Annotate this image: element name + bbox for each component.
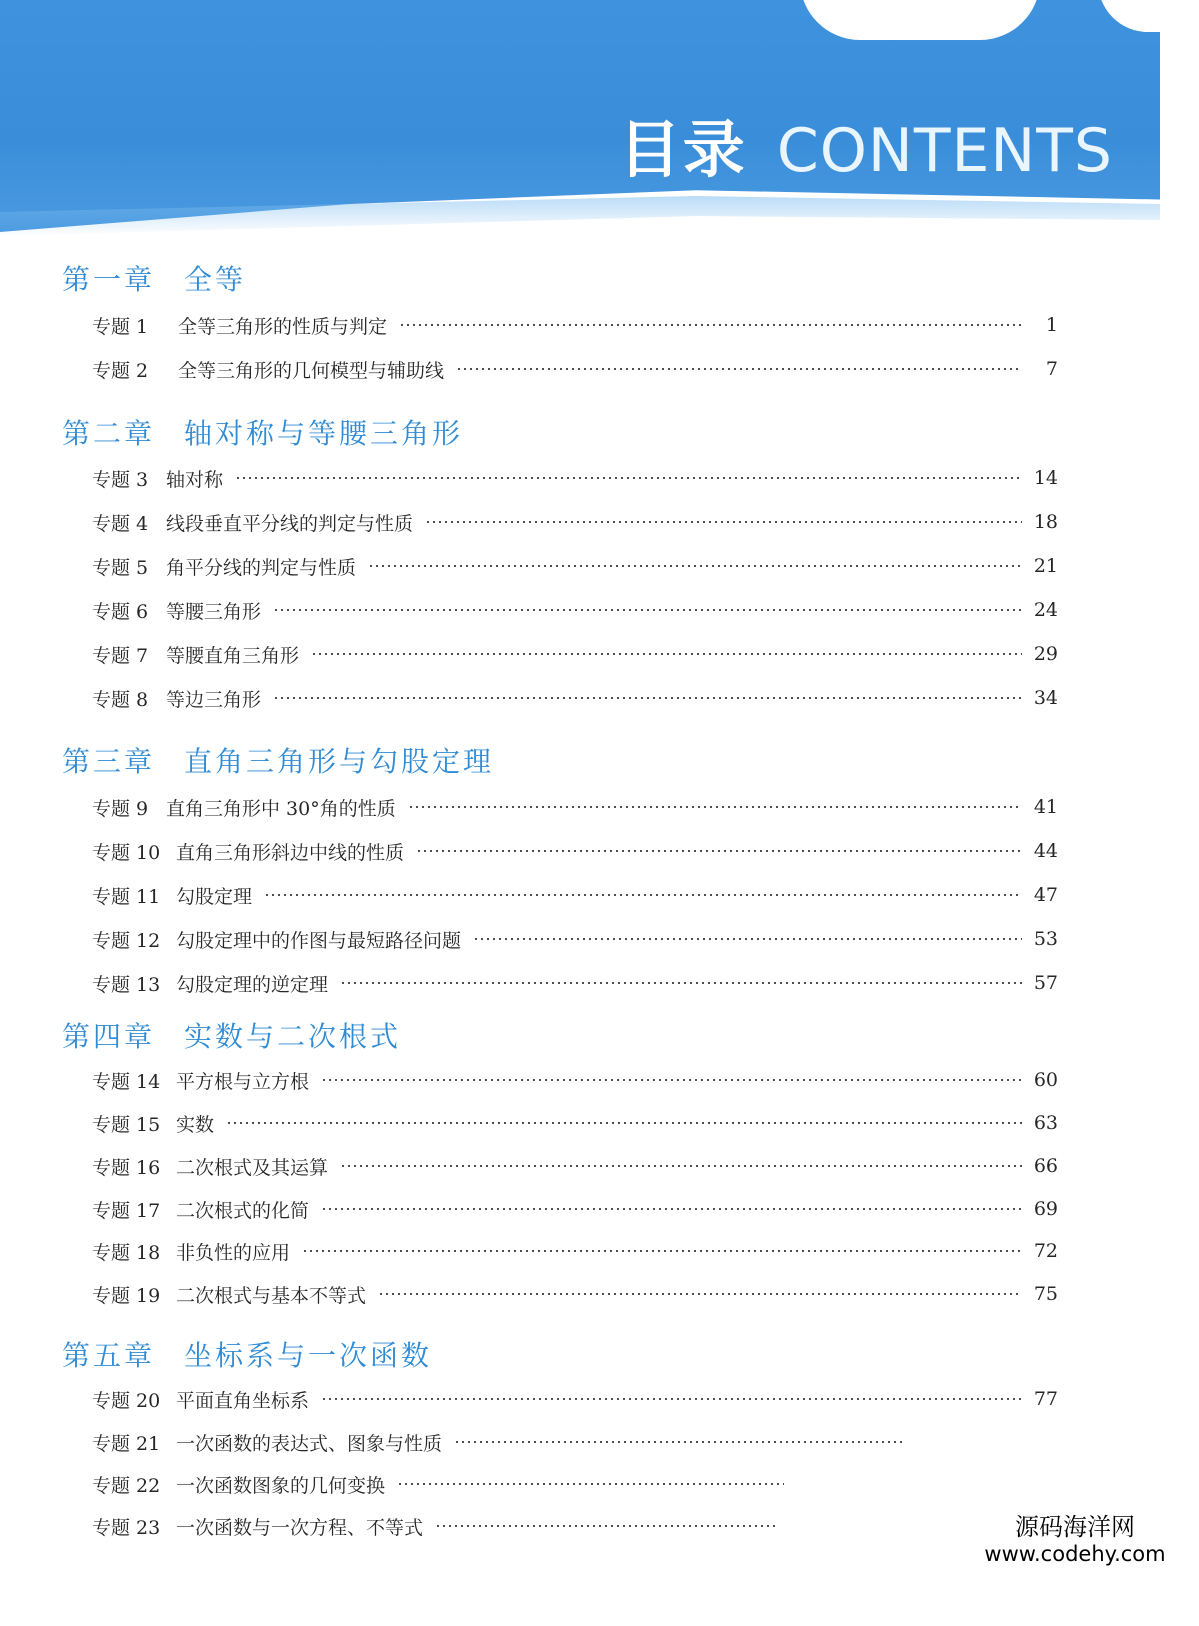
chapter-heading[interactable] — [62, 1015, 401, 1055]
topic-title: 角平分线的判定与性质 — [166, 556, 357, 579]
topic-title: 直角三角形中 30°角的性质 — [166, 797, 396, 820]
topic-title: 一次函数的表达式、图象与性质 — [176, 1432, 443, 1455]
page-number: 24 — [1033, 599, 1058, 621]
toc-entry[interactable] — [92, 596, 1058, 624]
topic-label: 专题 1 — [92, 315, 149, 338]
page-number: 34 — [1033, 687, 1058, 709]
toc-entry[interactable] — [92, 355, 1058, 383]
topic-title: 等边三角形 — [166, 688, 262, 711]
toc-entry[interactable] — [92, 1512, 812, 1540]
corner-decoration — [800, 0, 1040, 40]
page-number: 60 — [1033, 1069, 1058, 1091]
topic-title: 平面直角坐标系 — [176, 1389, 310, 1412]
topic-label: 专题 5 — [92, 556, 149, 579]
topic-title: 实数 — [176, 1113, 215, 1136]
page-title — [619, 100, 1113, 189]
topic-title: 全等三角形的性质与判定 — [178, 315, 388, 338]
toc-entry[interactable] — [92, 640, 1058, 668]
topic-label: 专题 22 — [92, 1474, 161, 1497]
dot-leader — [416, 850, 1022, 852]
topic-title: 一次函数图象的几何变换 — [176, 1474, 386, 1497]
topic-title: 二次根式的化简 — [176, 1199, 310, 1222]
topic-title: 二次根式及其运算 — [176, 1156, 329, 1179]
chapter-title: 全等 — [184, 263, 247, 296]
page-number: 66 — [1033, 1155, 1058, 1177]
topic-title: 全等三角形的几何模型与辅助线 — [178, 359, 445, 382]
dot-leader — [454, 1441, 904, 1443]
topic-title: 等腰直角三角形 — [166, 644, 300, 667]
page-number: 7 — [1045, 358, 1058, 380]
topic-label: 专题 13 — [92, 973, 161, 996]
chapter-title: 直角三角形与勾股定理 — [184, 745, 495, 778]
chapter-number: 第四章 — [62, 1020, 156, 1053]
watermark-url: www.codehy.com — [984, 1541, 1166, 1566]
chapter-number: 第二章 — [62, 417, 156, 450]
toc-entry[interactable] — [92, 1237, 1058, 1265]
toc-entry[interactable] — [92, 508, 1058, 536]
page-number: 18 — [1033, 511, 1058, 533]
dot-leader — [321, 1079, 1022, 1081]
topic-label: 专题 20 — [92, 1389, 161, 1412]
topic-title: 直角三角形斜边中线的性质 — [176, 841, 405, 864]
title-english: CONTENTS — [776, 116, 1113, 186]
toc-entry[interactable] — [92, 1109, 1058, 1137]
topic-label: 专题 8 — [92, 688, 149, 711]
page-number: 53 — [1033, 928, 1058, 950]
dot-leader — [435, 1525, 776, 1527]
dot-leader — [425, 521, 1022, 523]
dot-leader — [340, 1165, 1022, 1167]
topic-label: 专题 9 — [92, 797, 149, 820]
topic-label: 专题 10 — [92, 841, 161, 864]
page-number: 21 — [1033, 555, 1058, 577]
dot-leader — [399, 324, 1022, 326]
topic-label: 专题 19 — [92, 1284, 161, 1307]
dot-leader — [302, 1250, 1022, 1252]
dot-leader — [368, 565, 1022, 567]
toc-entry[interactable] — [92, 1385, 1058, 1413]
dot-leader — [235, 477, 1022, 479]
topic-label: 专题 11 — [92, 885, 161, 908]
topic-title: 轴对称 — [166, 468, 224, 491]
chapter-heading[interactable] — [62, 1334, 432, 1374]
toc-entry[interactable] — [92, 684, 1058, 712]
topic-title: 线段垂直平分线的判定与性质 — [166, 512, 414, 535]
dot-leader — [321, 1208, 1022, 1210]
page-number: 14 — [1033, 467, 1058, 489]
toc-entry[interactable] — [92, 1195, 1058, 1223]
topic-label: 专题 17 — [92, 1199, 161, 1222]
topic-label: 专题 14 — [92, 1070, 161, 1093]
page-number: 75 — [1033, 1283, 1058, 1305]
toc-entry[interactable] — [92, 969, 1058, 997]
topic-title: 勾股定理 — [176, 885, 253, 908]
toc-entry[interactable] — [92, 1428, 940, 1456]
page-number: 77 — [1033, 1388, 1058, 1410]
topic-label: 专题 15 — [92, 1113, 161, 1136]
page-number: 47 — [1033, 884, 1058, 906]
toc-entry[interactable] — [92, 1280, 1058, 1308]
topic-title: 非负性的应用 — [176, 1241, 291, 1264]
dot-leader — [340, 982, 1022, 984]
watermark — [960, 1514, 1190, 1566]
topic-label: 专题 7 — [92, 644, 149, 667]
chapter-title: 轴对称与等腰三角形 — [184, 417, 464, 450]
title-chinese: 目录 — [618, 113, 747, 186]
page-number: 72 — [1033, 1240, 1058, 1262]
chapter-title: 实数与二次根式 — [184, 1020, 402, 1053]
toc-entry[interactable] — [92, 881, 1058, 909]
topic-title: 二次根式与基本不等式 — [176, 1284, 367, 1307]
chapter-heading[interactable] — [62, 258, 246, 298]
topic-label: 专题 4 — [92, 512, 149, 535]
dot-leader — [264, 894, 1022, 896]
topic-title: 等腰三角形 — [166, 600, 262, 623]
topic-label: 专题 6 — [92, 600, 149, 623]
dot-leader — [408, 806, 1022, 808]
dot-leader — [397, 1483, 784, 1485]
page-number: 57 — [1033, 972, 1058, 994]
chapter-number: 第三章 — [62, 745, 156, 778]
topic-label: 专题 18 — [92, 1241, 161, 1264]
toc-entry[interactable] — [92, 464, 1058, 492]
topic-label: 专题 12 — [92, 929, 161, 952]
chapter-heading[interactable] — [62, 740, 494, 780]
chapter-number: 第五章 — [62, 1339, 156, 1372]
topic-title: 一次函数与一次方程、不等式 — [176, 1516, 424, 1539]
topic-title: 勾股定理中的作图与最短路径问题 — [176, 929, 462, 952]
toc-entry[interactable] — [92, 1066, 1058, 1094]
toc-entry[interactable] — [92, 837, 1058, 865]
page-number: 63 — [1033, 1112, 1058, 1134]
topic-label: 专题 16 — [92, 1156, 161, 1179]
dot-leader — [473, 938, 1022, 940]
topic-label: 专题 3 — [92, 468, 149, 491]
dot-leader — [273, 697, 1022, 699]
topic-label: 专题 21 — [92, 1432, 161, 1455]
watermark-name: 源码海洋网 — [1015, 1513, 1135, 1541]
topic-label: 专题 23 — [92, 1516, 161, 1539]
chapter-heading[interactable] — [62, 412, 463, 452]
toc-entry[interactable] — [92, 311, 1058, 339]
chapter-title: 坐标系与一次函数 — [184, 1339, 433, 1372]
dot-leader — [273, 609, 1022, 611]
page-number: 69 — [1033, 1198, 1058, 1220]
page-number: 29 — [1033, 643, 1058, 665]
dot-leader — [321, 1398, 1022, 1400]
dot-leader — [226, 1122, 1022, 1124]
dot-leader — [378, 1293, 1022, 1295]
toc-entry[interactable] — [92, 552, 1058, 580]
page-edge — [1160, 0, 1199, 1626]
topic-title: 勾股定理的逆定理 — [176, 973, 329, 996]
topic-label: 专题 2 — [92, 359, 149, 382]
dot-leader — [456, 368, 1022, 370]
toc-entry[interactable] — [92, 925, 1058, 953]
page-number: 1 — [1045, 314, 1058, 336]
page-number: 44 — [1033, 840, 1058, 862]
dot-leader — [311, 653, 1022, 655]
page-number: 41 — [1033, 796, 1058, 818]
toc-entry[interactable] — [92, 793, 1058, 821]
toc-entry[interactable] — [92, 1470, 820, 1498]
chapter-number: 第一章 — [62, 263, 156, 296]
topic-title: 平方根与立方根 — [176, 1070, 310, 1093]
toc-entry[interactable] — [92, 1152, 1058, 1180]
